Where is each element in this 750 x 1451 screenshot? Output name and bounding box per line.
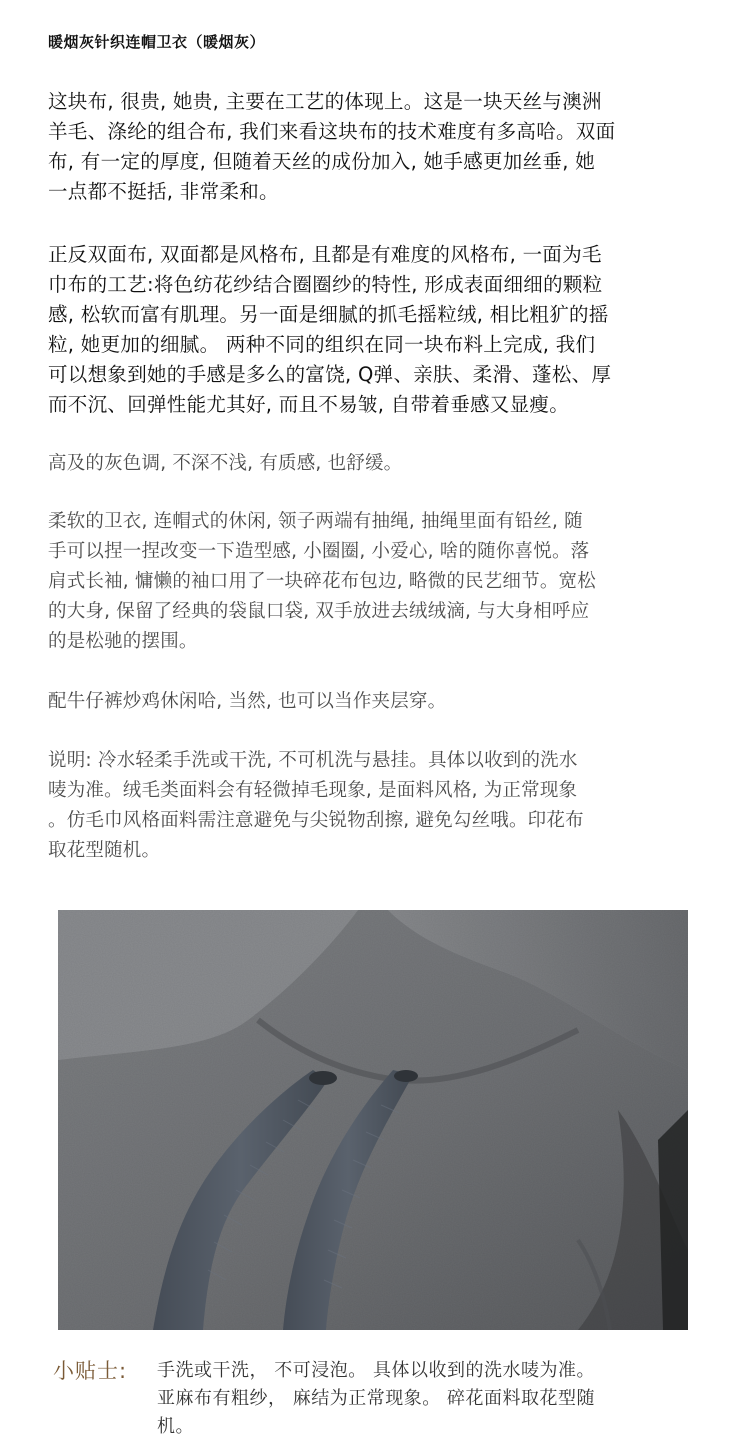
hoodie-drawstring-illustration — [58, 910, 688, 1330]
paragraph-line: 布, 有一定的厚度, 但随着天丝的成份加入, 她手感更加丝垂, 她 — [48, 150, 595, 173]
paragraph-line: 一点都不挺括, 非常柔和。 — [48, 180, 279, 203]
paragraph-line: 肩式长袖, 慵懒的袖口用了一块碎花布包边, 略微的民艺细节。宽松 — [48, 571, 596, 592]
paragraph-design-details — [48, 507, 708, 657]
paragraph-line: 手可以捏一捏改变一下造型感, 小圈圈, 小爱心, 啥的随你喜悦。落 — [48, 541, 590, 562]
paragraph-line: 高及的灰色调, 不深不浅, 有质感, 也舒缓。 — [48, 453, 403, 474]
shadow-corner — [658, 1110, 688, 1330]
paragraph-line: 粒, 她更加的细腻。 两种不同的组织在同一块布料上完成, 我们 — [48, 333, 596, 356]
paragraph-line: 。仿毛巾风格面料需注意避免与尖锐物刮擦, 避免勾丝哦。印花布 — [48, 810, 584, 831]
tip-line: 机。 — [157, 1416, 194, 1437]
paragraph-fabric-intro — [48, 87, 708, 207]
tip-line: 亚麻布有粗纱， 麻结为正常现象。 碎花面料取花型随 — [157, 1388, 595, 1409]
eyelet-right — [394, 1070, 418, 1082]
paragraph-line: 而不沉、回弹性能尤其好, 而且不易皱, 自带着垂感又显瘦。 — [48, 393, 569, 416]
paragraph-line: 柔软的卫衣, 连帽式的休闲, 领子两端有抽绳, 抽绳里面有铅丝, 随 — [48, 511, 583, 532]
product-title: 暖烟灰针织连帽卫衣（暖烟灰） — [48, 33, 266, 51]
tip-line: 手洗或干洗， 不可浸泡。 具体以收到的洗水唛为准。 — [157, 1360, 595, 1381]
eyelet-left — [309, 1071, 337, 1085]
paragraph-line: 这块布, 很贵, 她贵, 主要在工艺的体现上。这是一块天丝与澳洲 — [48, 90, 602, 113]
paragraph-double-sided-fabric — [48, 240, 708, 420]
paragraph-line: 配牛仔裤炒鸡休闲哈, 当然, 也可以当作夹层穿。 — [48, 691, 447, 712]
product-photo-hoodie-closeup — [58, 910, 688, 1330]
paragraph-line: 正反双面布, 双面都是风格布, 且都是有难度的风格布, 一面为毛 — [48, 243, 602, 266]
paragraph-line: 取花型随机。 — [48, 840, 161, 861]
paragraph-line: 的是松驰的摆围。 — [48, 631, 198, 652]
paragraph-line: 羊毛、涤纶的组合布, 我们来看这块布的技术难度有多高哈。双面 — [48, 120, 616, 143]
paragraph-styling-tip — [48, 687, 708, 717]
paragraph-line: 感, 松软而富有肌理。另一面是细腻的抓毛摇粒绒, 相比粗犷的摇 — [48, 303, 609, 326]
paragraph-line: 可以想象到她的手感是多么的富饶, Q弹、亲肤、柔滑、蓬松、厚 — [48, 363, 612, 386]
paragraph-line: 唛为准。绒毛类面料会有轻微掉毛现象, 是面料风格, 为正常现象 — [48, 780, 578, 801]
tip-label: 小贴士: — [53, 1359, 128, 1383]
tip-body — [157, 1357, 717, 1441]
paragraph-color-tone — [48, 449, 708, 479]
paragraph-line: 的大身, 保留了经典的袋鼠口袋, 双手放进去绒绒滴, 与大身相呼应 — [48, 601, 590, 622]
paragraph-line: 说明: 冷水轻柔手洗或干洗, 不可机洗与悬挂。具体以收到的洗水 — [48, 750, 578, 771]
paragraph-line: 巾布的工艺:将色纺花纱结合圈圈纱的特性, 形成表面细细的颗粒 — [48, 273, 603, 296]
paragraph-care-instructions — [48, 746, 708, 866]
